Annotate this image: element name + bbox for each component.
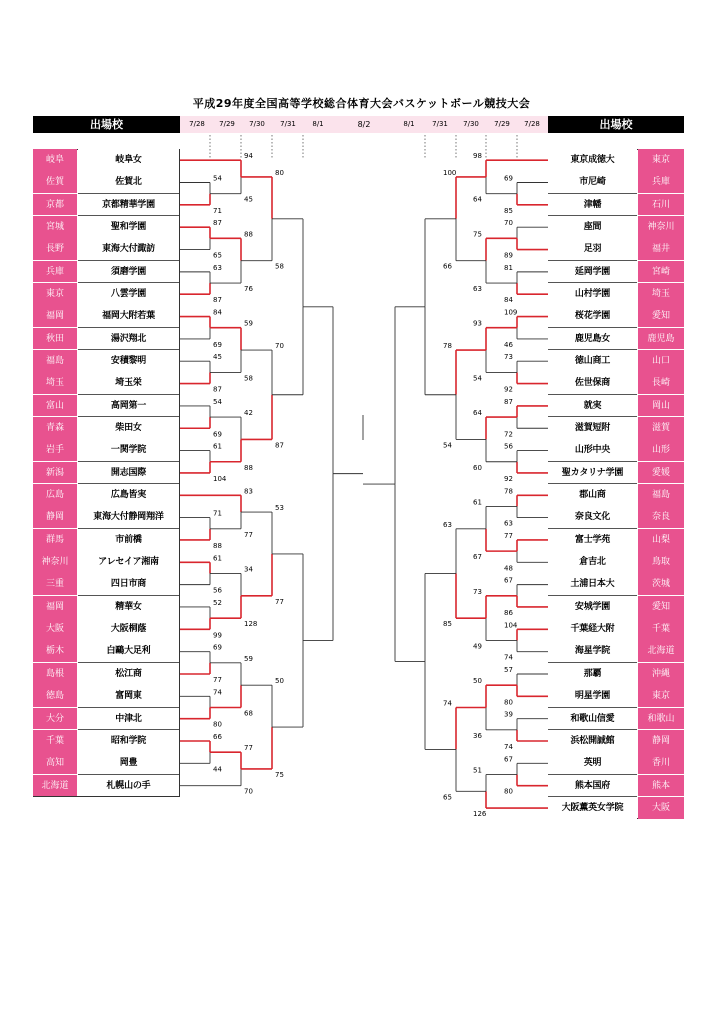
entry-prefecture: 高知: [33, 752, 77, 775]
score-label: 67: [473, 553, 482, 562]
entry-school: 岡豊: [78, 752, 179, 775]
entry-prefecture: 佐賀: [33, 171, 77, 194]
score-label: 92: [504, 474, 513, 483]
entry-prefecture: 香川: [638, 752, 684, 775]
round-date-left-1: 7/28: [189, 120, 205, 128]
score-label: 42: [244, 409, 253, 418]
score-label: 87: [213, 385, 222, 394]
round-date-right-4: 7/31: [432, 120, 448, 128]
score-label: 77: [504, 531, 513, 540]
entry-school: 東海大付静岡翔洋: [78, 506, 179, 529]
entry-school: 須磨学園: [78, 261, 179, 284]
entry-school: 白鷗大足利: [78, 640, 179, 663]
entry-prefecture: 京都: [33, 194, 77, 217]
score-label: 39: [504, 710, 513, 719]
score-label: 88: [244, 230, 253, 239]
score-label: 45: [213, 353, 222, 362]
score-label: 83: [244, 487, 253, 496]
score-label: 87: [504, 397, 513, 406]
score-label: 61: [213, 442, 222, 451]
page-title: 平成29年度全国高等学校総合体育大会バスケットボール競技大会: [192, 97, 531, 110]
entry-prefecture: 山口: [638, 350, 684, 373]
score-label: 65: [443, 793, 452, 802]
entry-school: 山形中央: [548, 439, 637, 462]
score-label: 56: [213, 586, 222, 595]
entry-school: 熊本国府: [548, 775, 637, 798]
entry-school: 柴田女: [78, 417, 179, 440]
entry-prefecture: 群馬: [33, 529, 77, 552]
entry-prefecture: 長野: [33, 238, 77, 261]
score-label: 36: [473, 731, 482, 740]
entry-school: 富岡東: [78, 685, 179, 708]
score-label: 71: [213, 509, 222, 518]
entry-school: 聖和学園: [78, 216, 179, 239]
left-header: 出場校: [33, 116, 180, 133]
entry-school: 開志国際: [78, 462, 179, 485]
score-label: 70: [504, 219, 513, 228]
entry-school: 郡山商: [548, 484, 637, 507]
entry-prefecture: 宮城: [33, 216, 77, 239]
score-label: 72: [504, 430, 513, 439]
entry-prefecture: 神奈川: [638, 216, 684, 239]
score-label: 70: [244, 787, 253, 796]
entry-school: 広島皆実: [78, 484, 179, 507]
score-label: 87: [275, 441, 284, 450]
entry-prefecture: 福島: [638, 484, 684, 507]
score-label: 34: [244, 565, 253, 574]
score-label: 94: [244, 152, 253, 161]
score-label: 77: [244, 744, 253, 753]
score-label: 54: [213, 397, 222, 406]
entry-school: 市前橋: [78, 529, 179, 552]
score-label: 78: [443, 342, 452, 351]
score-label: 80: [504, 698, 513, 707]
score-label: 74: [443, 699, 452, 708]
score-label: 64: [473, 195, 482, 204]
entry-school: 昭和学院: [78, 730, 179, 753]
score-label: 64: [473, 409, 482, 418]
entry-prefecture: 愛知: [638, 305, 684, 328]
score-label: 104: [213, 474, 227, 483]
entry-prefecture: 富山: [33, 395, 77, 418]
entry-prefecture: 愛媛: [638, 462, 684, 485]
entry-prefecture: 和歌山: [638, 708, 684, 731]
entry-school: 京都精華学園: [78, 194, 179, 217]
round-date-right-2: 7/29: [494, 120, 510, 128]
score-label: 69: [213, 340, 222, 349]
entry-prefecture: 滋賀: [638, 417, 684, 440]
score-label: 86: [504, 608, 513, 617]
score-label: 78: [504, 487, 513, 496]
entry-school: 札幌山の手: [78, 775, 179, 797]
entry-prefecture: 新潟: [33, 462, 77, 485]
score-label: 99: [213, 631, 222, 640]
entry-school: 松江商: [78, 663, 179, 686]
entry-prefecture: 静岡: [638, 730, 684, 753]
entry-prefecture: 千葉: [33, 730, 77, 753]
score-label: 56: [504, 442, 513, 451]
entry-prefecture: 島根: [33, 663, 77, 686]
round-date-right-1: 7/28: [524, 120, 540, 128]
score-label: 128: [244, 620, 258, 629]
entry-school: 山村学園: [548, 283, 637, 306]
entry-school: 鹿児島女: [548, 328, 637, 351]
entry-prefecture: 山形: [638, 439, 684, 462]
entry-prefecture: 茨城: [638, 573, 684, 596]
entry-prefecture: 埼玉: [33, 372, 77, 395]
score-label: 46: [504, 340, 513, 349]
entry-prefecture: 東京: [33, 283, 77, 306]
score-label: 126: [473, 810, 487, 819]
score-label: 70: [275, 342, 284, 351]
entry-school: 大阪薫英女学院: [548, 797, 637, 819]
score-label: 76: [244, 285, 253, 294]
entry-prefecture: 奈良: [638, 506, 684, 529]
entry-school: 佐賀北: [78, 171, 179, 194]
score-label: 48: [504, 564, 513, 573]
entry-prefecture: 北海道: [638, 640, 684, 663]
entry-prefecture: 鳥取: [638, 551, 684, 574]
entry-prefecture: 秋田: [33, 328, 77, 351]
score-label: 69: [504, 174, 513, 183]
score-label: 87: [213, 296, 222, 305]
score-label: 52: [213, 598, 222, 607]
entry-prefecture: 埼玉: [638, 283, 684, 306]
entry-prefecture: 熊本: [638, 775, 684, 798]
score-label: 100: [443, 168, 457, 177]
entry-school: 浜松開誠館: [548, 730, 637, 753]
entry-school: 就実: [548, 395, 637, 418]
entry-prefecture: 神奈川: [33, 551, 77, 574]
score-label: 80: [275, 168, 284, 177]
score-label: 89: [504, 251, 513, 260]
score-label: 59: [244, 654, 253, 663]
entry-prefecture: 大阪: [638, 797, 684, 819]
score-label: 74: [504, 743, 513, 752]
score-label: 73: [473, 587, 482, 596]
score-label: 54: [213, 174, 222, 183]
entry-prefecture: 長崎: [638, 372, 684, 395]
entry-prefecture: 大分: [33, 708, 77, 731]
entry-school: 那覇: [548, 663, 637, 686]
score-label: 63: [213, 263, 222, 272]
entry-school: 和歌山信愛: [548, 708, 637, 731]
entry-prefecture: 岩手: [33, 439, 77, 462]
entry-school: 座間: [548, 216, 637, 239]
entry-school: 東京成徳大: [548, 149, 637, 172]
entry-school: 一関学院: [78, 439, 179, 462]
entry-school: 徳山商工: [548, 350, 637, 373]
round-date-left-4: 7/31: [280, 120, 296, 128]
score-label: 50: [473, 677, 482, 686]
entry-school: 明星学園: [548, 685, 637, 708]
entry-prefecture: 栃木: [33, 640, 77, 663]
round-date-left-3: 7/30: [249, 120, 265, 128]
entry-prefecture: 宮崎: [638, 261, 684, 284]
score-label: 75: [473, 230, 482, 239]
entry-school: 滋賀短附: [548, 417, 637, 440]
round-date-final: 8/2: [357, 120, 371, 129]
entry-prefecture: 徳島: [33, 685, 77, 708]
entry-school: 土浦日本大: [548, 573, 637, 596]
entry-prefecture: 東京: [638, 149, 684, 172]
score-label: 61: [213, 554, 222, 563]
score-label: 53: [275, 504, 284, 513]
score-label: 66: [213, 733, 222, 742]
round-date-right-3: 7/30: [463, 120, 479, 128]
score-label: 50: [275, 677, 284, 686]
round-date-left-2: 7/29: [219, 120, 235, 128]
entry-prefecture: 岡山: [638, 395, 684, 418]
entry-school: 延岡学園: [548, 261, 637, 284]
score-label: 57: [504, 665, 513, 674]
entry-school: 東海大付諏訪: [78, 238, 179, 261]
entry-school: 八雲学園: [78, 283, 179, 306]
entry-prefecture: 石川: [638, 194, 684, 217]
score-label: 75: [275, 770, 284, 779]
round-date-right-5: 8/1: [403, 120, 415, 128]
score-label: 74: [213, 688, 222, 697]
score-label: 66: [443, 262, 452, 271]
score-label: 80: [213, 720, 222, 729]
entry-prefecture: 愛知: [638, 596, 684, 619]
score-label: 69: [213, 430, 222, 439]
entry-prefecture: 北海道: [33, 775, 77, 797]
round-date-left-5: 8/1: [312, 120, 324, 128]
entry-school: 中津北: [78, 708, 179, 731]
score-label: 77: [213, 675, 222, 684]
score-label: 81: [504, 263, 513, 272]
score-label: 61: [473, 498, 482, 507]
entry-prefecture: 三重: [33, 573, 77, 596]
score-label: 87: [213, 219, 222, 228]
entry-school: 市尼崎: [548, 171, 637, 194]
entry-prefecture: 青森: [33, 417, 77, 440]
entry-school: 英明: [548, 752, 637, 775]
entry-school: 富士学苑: [548, 529, 637, 552]
score-label: 54: [473, 374, 482, 383]
score-label: 77: [275, 597, 284, 606]
score-label: 60: [473, 463, 482, 472]
entry-prefecture: 福岡: [33, 305, 77, 328]
score-label: 92: [504, 385, 513, 394]
entry-school: 福岡大附若葉: [78, 305, 179, 328]
entry-school: 岐阜女: [78, 149, 179, 172]
entry-school: 倉吉北: [548, 551, 637, 574]
entry-school: 桜花学園: [548, 305, 637, 328]
score-label: 77: [244, 530, 253, 539]
score-label: 67: [504, 576, 513, 585]
entry-school: 湯沢翔北: [78, 328, 179, 351]
entry-prefecture: 福井: [638, 238, 684, 261]
score-label: 104: [504, 621, 518, 630]
score-label: 69: [213, 643, 222, 652]
score-label: 58: [275, 262, 284, 271]
score-label: 67: [504, 755, 513, 764]
entry-prefecture: 山梨: [638, 529, 684, 552]
entry-school: 安積黎明: [78, 350, 179, 373]
entry-prefecture: 千葉: [638, 618, 684, 641]
score-label: 63: [504, 519, 513, 528]
entry-prefecture: 広島: [33, 484, 77, 507]
score-label: 59: [244, 319, 253, 328]
entry-school: 精華女: [78, 596, 179, 619]
score-label: 109: [504, 308, 518, 317]
entry-prefecture: 沖縄: [638, 663, 684, 686]
entry-school: 高岡第一: [78, 395, 179, 418]
entry-prefecture: 兵庫: [638, 171, 684, 194]
entry-prefecture: 鹿児島: [638, 328, 684, 351]
score-label: 51: [473, 766, 482, 775]
entry-school: 津幡: [548, 194, 637, 217]
score-label: 44: [213, 765, 222, 774]
score-label: 85: [504, 206, 513, 215]
entry-school: 海星学院: [548, 640, 637, 663]
score-label: 49: [473, 642, 482, 651]
score-label: 45: [244, 195, 253, 204]
score-label: 73: [504, 353, 513, 362]
entry-school: アレセイア湘南: [78, 551, 179, 574]
entry-prefecture: 静岡: [33, 506, 77, 529]
entry-school: 四日市商: [78, 573, 179, 596]
score-label: 54: [443, 441, 452, 450]
score-label: 84: [213, 308, 222, 317]
entry-school: 奈良文化: [548, 506, 637, 529]
score-label: 74: [504, 653, 513, 662]
entry-prefecture: 福岡: [33, 596, 77, 619]
entry-school: 安城学園: [548, 596, 637, 619]
entry-school: 大阪桐蔭: [78, 618, 179, 641]
score-label: 80: [504, 787, 513, 796]
score-label: 68: [244, 709, 253, 718]
entry-school: 埼玉栄: [78, 372, 179, 395]
right-header: 出場校: [548, 116, 684, 133]
score-label: 93: [473, 319, 482, 328]
score-label: 63: [443, 520, 452, 529]
score-label: 98: [473, 152, 482, 161]
entry-prefecture: 大阪: [33, 618, 77, 641]
score-label: 84: [504, 296, 513, 305]
entry-school: 聖カタリナ学園: [548, 462, 637, 485]
score-label: 58: [244, 374, 253, 383]
score-label: 65: [213, 251, 222, 260]
entry-school: 足羽: [548, 238, 637, 261]
entry-prefecture: 福島: [33, 350, 77, 373]
score-label: 85: [443, 620, 452, 629]
entry-prefecture: 岐阜: [33, 149, 77, 172]
entry-school: 千葉経大附: [548, 618, 637, 641]
score-label: 88: [244, 463, 253, 472]
entry-school: 佐世保商: [548, 372, 637, 395]
entry-prefecture: 兵庫: [33, 261, 77, 284]
entry-prefecture: 東京: [638, 685, 684, 708]
score-label: 71: [213, 206, 222, 215]
score-label: 63: [473, 285, 482, 294]
score-label: 88: [213, 541, 222, 550]
